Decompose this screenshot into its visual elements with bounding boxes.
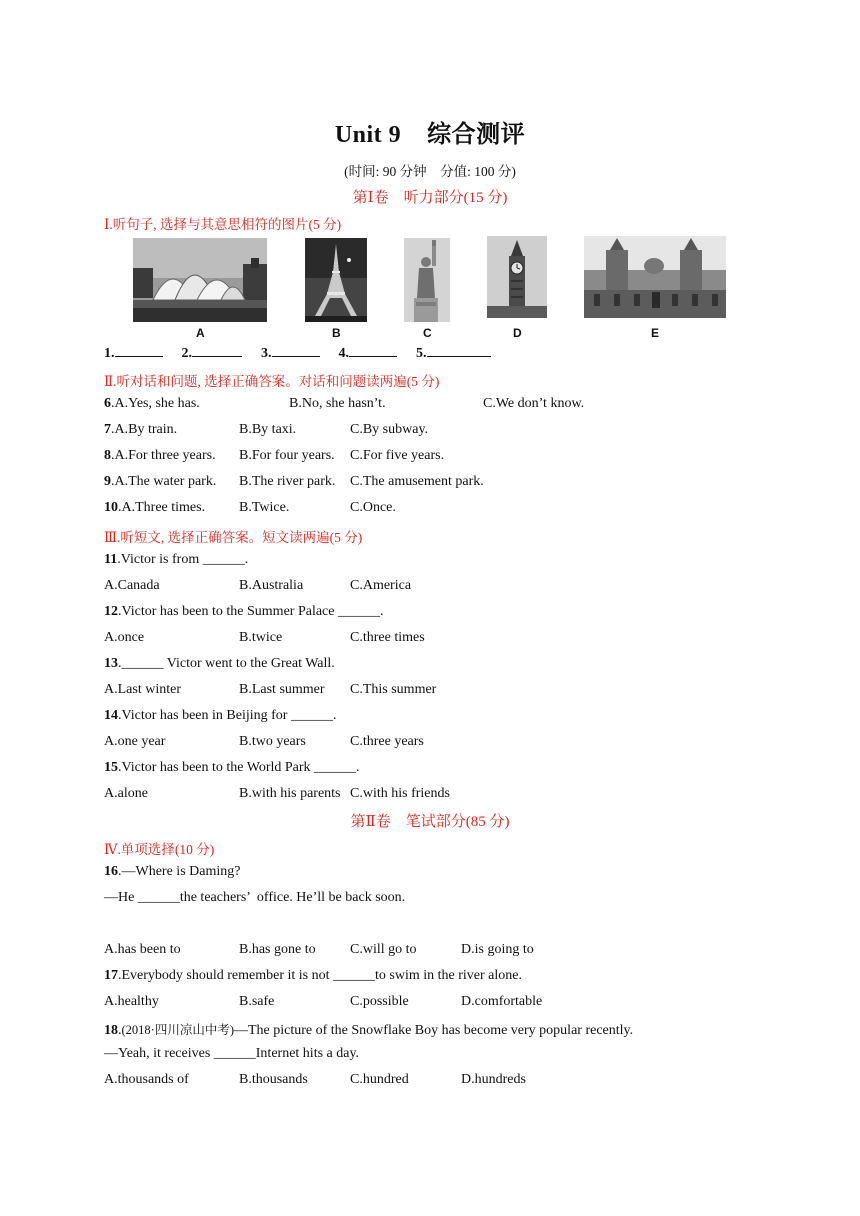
question-number: 8 bbox=[104, 448, 111, 463]
question-number: 13 bbox=[104, 656, 118, 671]
question-number: 9 bbox=[104, 474, 111, 489]
option-c[interactable]: C.with his friends bbox=[350, 786, 450, 801]
question-number: 16 bbox=[104, 864, 118, 879]
option-a[interactable]: A.The water park. bbox=[114, 474, 217, 489]
question-6: 6.A.Yes, she has. bbox=[104, 396, 200, 411]
answer-blanks-row bbox=[104, 344, 491, 362]
picture-label-c: C bbox=[423, 326, 432, 340]
question-stem: —The picture of the Snowflake Boy has become very popular recently. bbox=[234, 1023, 634, 1038]
option-b[interactable]: B.with his parents bbox=[239, 786, 341, 801]
question-stem: ______ Victor went to the Great Wall. bbox=[121, 656, 335, 671]
option-b[interactable]: B.safe bbox=[239, 994, 275, 1009]
option-a[interactable]: A.one year bbox=[104, 734, 166, 749]
option-c[interactable]: C.America bbox=[350, 578, 412, 593]
option-a[interactable]: A.Three times. bbox=[121, 500, 206, 515]
answer-2-label: 2. bbox=[181, 346, 192, 361]
cathedral-photo bbox=[584, 236, 726, 318]
option-c[interactable]: C.Once. bbox=[350, 500, 396, 515]
option-a[interactable]: A.By train. bbox=[114, 422, 178, 437]
picture-label-b: B bbox=[332, 326, 341, 340]
part2-title: 第Ⅱ卷 笔试部分(85 分) bbox=[350, 814, 510, 830]
option-c[interactable]: C.By subway. bbox=[350, 422, 429, 437]
question-11: 11.Victor is from ______. bbox=[104, 552, 249, 567]
option-b[interactable]: B.has gone to bbox=[239, 942, 316, 957]
section3-title: Ⅲ.听短文, 选择正确答案。短文读两遍(5 分) bbox=[104, 530, 363, 545]
option-c[interactable]: C.The amusement park. bbox=[350, 474, 484, 489]
option-b[interactable]: B.No, she hasn’t. bbox=[289, 396, 386, 411]
option-d[interactable]: D.hundreds bbox=[461, 1072, 526, 1087]
picture-label-e: E bbox=[651, 326, 660, 340]
option-c[interactable]: C.For five years. bbox=[350, 448, 445, 463]
question-stem: —Where is Daming? bbox=[121, 864, 241, 879]
section1-title: Ⅰ.听句子, 选择与其意思相符的图片(5 分) bbox=[104, 217, 342, 232]
option-c[interactable]: C.three times bbox=[350, 630, 425, 645]
exam-subtitle: (时间: 90 分钟 分值: 100 分) bbox=[344, 164, 516, 179]
eiffel-tower-photo bbox=[305, 238, 367, 322]
question-number: 17 bbox=[104, 968, 118, 983]
option-a[interactable]: A.alone bbox=[104, 786, 148, 801]
big-ben-photo bbox=[487, 236, 547, 318]
option-a[interactable]: A.Yes, she has. bbox=[114, 396, 200, 411]
option-c[interactable]: C.This summer bbox=[350, 682, 437, 697]
question-17: 17.Everybody should remember it is not ______to swim in the river alone. bbox=[104, 968, 522, 983]
option-a[interactable]: A.For three years. bbox=[114, 448, 216, 463]
question-8: 8.A.For three years. bbox=[104, 448, 216, 463]
option-b[interactable]: B.The river park. bbox=[239, 474, 336, 489]
statue-of-liberty-photo bbox=[404, 238, 450, 322]
question-12: 12.Victor has been to the Summer Palace ______. bbox=[104, 604, 384, 619]
question-stem: Victor has been to the World Park ______. bbox=[121, 760, 360, 775]
option-a[interactable]: A.healthy bbox=[104, 994, 159, 1009]
question-14: 14.Victor has been in Beijing for ______. bbox=[104, 708, 337, 723]
sydney-opera-house-photo bbox=[133, 238, 267, 322]
question-stem-line2: —Yeah, it receives ______Internet hits a day. bbox=[104, 1046, 360, 1061]
question-10: 10.A.Three times. bbox=[104, 500, 206, 515]
page-title: Unit 9 综合测评 bbox=[334, 122, 526, 148]
question-stem: Victor is from ______. bbox=[120, 552, 249, 567]
answer-4-blank[interactable] bbox=[349, 344, 397, 357]
section4-title: Ⅳ.单项选择(10 分) bbox=[104, 842, 215, 857]
question-18: 18.(2018·四川凉山中考)—The picture of the Snowflake Boy has become very popular recently. bbox=[104, 1023, 634, 1038]
question-stem-line2: —He ______the teachers’ office. He’ll be back soon. bbox=[104, 890, 406, 905]
question-number: 6 bbox=[104, 396, 111, 411]
question-number: 10 bbox=[104, 500, 118, 515]
question-15: 15.Victor has been to the World Park ______. bbox=[104, 760, 360, 775]
option-b[interactable]: B.By taxi. bbox=[239, 422, 297, 437]
option-a[interactable]: A.Last winter bbox=[104, 682, 181, 697]
answer-1-label: 1. bbox=[104, 346, 115, 361]
question-number: 18 bbox=[104, 1023, 118, 1038]
option-a[interactable]: A.thousands of bbox=[104, 1072, 189, 1087]
option-a[interactable]: A.has been to bbox=[104, 942, 181, 957]
option-a[interactable]: A.Canada bbox=[104, 578, 160, 593]
question-9: 9.A.The water park. bbox=[104, 474, 217, 489]
option-c[interactable]: C.possible bbox=[350, 994, 409, 1009]
question-number: 12 bbox=[104, 604, 118, 619]
answer-1-blank[interactable] bbox=[115, 344, 163, 357]
option-a[interactable]: A.once bbox=[104, 630, 145, 645]
question-16: 16.—Where is Daming? bbox=[104, 864, 241, 879]
question-number: 14 bbox=[104, 708, 118, 723]
question-7: 7.A.By train. bbox=[104, 422, 178, 437]
answer-5-label: 5. bbox=[416, 346, 427, 361]
section2-title: Ⅱ.听对话和问题, 选择正确答案。对话和问题读两遍(5 分) bbox=[104, 374, 440, 389]
option-b[interactable]: B.For four years. bbox=[239, 448, 335, 463]
option-b[interactable]: B.Australia bbox=[239, 578, 304, 593]
picture-label-a: A bbox=[196, 326, 205, 340]
option-b[interactable]: B.Last summer bbox=[239, 682, 325, 697]
answer-4-label: 4. bbox=[338, 346, 349, 361]
question-stem: Everybody should remember it is not ______to swim in the river alone. bbox=[121, 968, 522, 983]
option-d[interactable]: D.is going to bbox=[461, 942, 534, 957]
option-c[interactable]: C.three years bbox=[350, 734, 424, 749]
option-c[interactable]: C.We don’t know. bbox=[483, 396, 585, 411]
question-13: 13.______ Victor went to the Great Wall. bbox=[104, 656, 335, 671]
option-c[interactable]: C.hundred bbox=[350, 1072, 409, 1087]
answer-5-blank[interactable] bbox=[427, 344, 491, 357]
option-b[interactable]: B.twice bbox=[239, 630, 283, 645]
option-b[interactable]: B.Twice. bbox=[239, 500, 290, 515]
question-number: 15 bbox=[104, 760, 118, 775]
option-b[interactable]: B.two years bbox=[239, 734, 306, 749]
question-stem: Victor has been to the Summer Palace ______. bbox=[121, 604, 384, 619]
question-source: (2018·四川凉山中考) bbox=[121, 1023, 234, 1037]
answer-3-label: 3. bbox=[261, 346, 272, 361]
question-number: 11 bbox=[104, 552, 118, 567]
option-b[interactable]: B.thousands bbox=[239, 1072, 308, 1087]
part1-title: 第Ⅰ卷 听力部分(15 分) bbox=[352, 190, 508, 206]
answer-2-blank[interactable] bbox=[192, 344, 242, 357]
option-c[interactable]: C.will go to bbox=[350, 942, 417, 957]
option-d[interactable]: D.comfortable bbox=[461, 994, 543, 1009]
answer-3-blank[interactable] bbox=[272, 344, 320, 357]
question-stem: Victor has been in Beijing for ______. bbox=[121, 708, 337, 723]
question-number: 7 bbox=[104, 422, 111, 437]
picture-label-d: D bbox=[513, 326, 522, 340]
